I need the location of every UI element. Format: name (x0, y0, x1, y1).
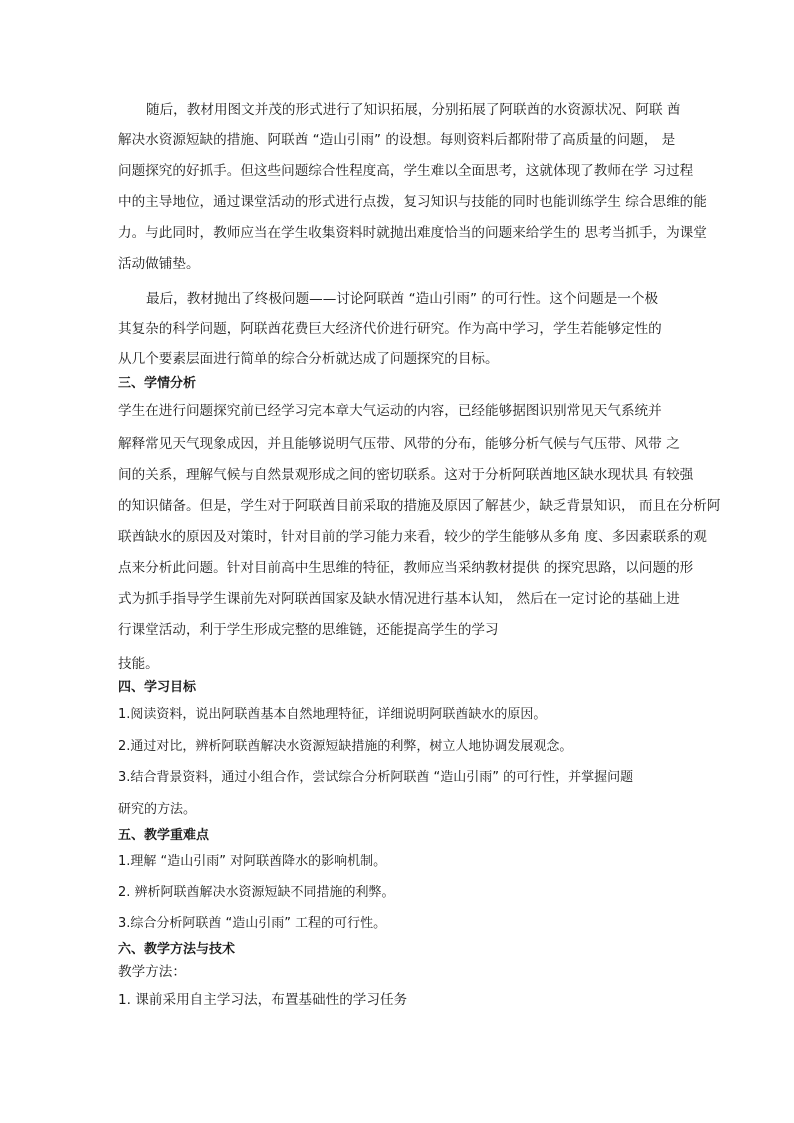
paragraph-line: 的知识储备。但是，学生对于阿联酋目前采取的措施及原因了解甚少，缺乏背景知识， 而且在分析阿 (118, 498, 721, 514)
section-heading: 五、教学重难点 (118, 828, 210, 843)
section-heading: 三、学情分析 (118, 376, 197, 391)
paragraph-line: 中的主导地位，通过课堂活动的形式进行点拨，复习知识与技能的同时也能训练学生 综合思维的能 (118, 194, 707, 210)
paragraph-line: 式为抓手指导学生课前先对阿联酋国家及缺水情况进行基本认知， 然后在一定讨论的基础上进 (118, 591, 680, 607)
paragraph-line: 学生在进行问题探究前已经学习完本章大气运动的内容，已经能够据图识别常见天气系统并 (118, 403, 662, 419)
list-item: 研究的方法。 (118, 802, 197, 817)
paragraph-line: 最后，教材抛出了终极问题——讨论阿联酋 “造山引雨” 的可行性。这个问题是一个极 (146, 291, 659, 307)
paragraph-line: 点来分析此问题。针对目前高中生思维的特征，教师应当采纳教材提供 的探究思路，以问题的形 (118, 560, 694, 576)
list-item: 3.综合分析阿联酋 “造山引雨” 工程的可行性。 (118, 916, 387, 931)
list-item: 1.阅读资料，说出阿联酋基本自然地理特征，详细说明阿联酋缺水的原因。 (118, 707, 547, 722)
paragraph-line: 力。与此同时，教师应当在学生收集资料时就抛出难度恰当的问题来给学生的 思考当抓手，为课堂 (118, 225, 707, 241)
section-heading: 六、教学方法与技术 (118, 942, 236, 957)
paragraph-line: 解释常见天气现象成因，并且能够说明气压带、风带的分布，能够分析气候与气压带、风带 之 (118, 436, 680, 452)
paragraph-line: 技能。 (118, 656, 159, 672)
paragraph-line: 活动做铺垫。 (118, 256, 200, 272)
paragraph-line: 从几个要素层面进行简单的综合分析就达成了问题探究的目标。 (118, 351, 499, 367)
paragraph-line: 随后，教材用图文并茂的形式进行了知识拓展，分别拓展了阿联酋的水资源状况、阿联 酋 (146, 102, 681, 118)
list-item: 3.结合背景资料，通过小组合作，尝试综合分析阿联酋 “造山引雨” 的可行性，并掌握问题 (118, 770, 634, 785)
list-item: 2.通过对比，辨析阿联酋解决水资源短缺措施的利弊，树立人地协调发展观念。 (118, 739, 573, 754)
list-item: 1. 课前采用自主学习法，布置基础性的学习任务 (118, 992, 408, 1008)
paragraph-line: 问题探究的好抓手。但这些问题综合性程度高，学生难以全面思考，这就体现了教师在学 习过程 (118, 163, 694, 179)
paragraph-line: 其复杂的科学问题，阿联酋花费巨大经济代价进行研究。作为高中学习，学生若能够定性的 (118, 321, 662, 337)
list-item: 2. 辨析阿联酋解决水资源短缺不同措施的利弊。 (118, 885, 395, 900)
paragraph-line: 解决水资源短缺的措施、阿联酋 “造山引雨” 的设想。每则资料后都附带了高质量的问题， 是 (118, 132, 676, 148)
section-heading: 四、学习目标 (118, 680, 197, 695)
paragraph-line: 联酋缺水的原因及对策时，针对目前的学习能力来看，较少的学生能够从多角 度、多因素联系的观 (118, 529, 707, 545)
subheading: 教学方法： (118, 964, 186, 980)
paragraph-line: 间的关系，理解气候与自然景观形成之间的密切联系。这对于分析阿联酋地区缺水现状具 有较强 (118, 467, 694, 483)
paragraph-line: 行课堂活动，利于学生形成完整的思维链，还能提高学生的学习 (118, 622, 499, 638)
list-item: 1.理解 “造山引雨” 对阿联酋降水的影响机制。 (118, 854, 387, 869)
